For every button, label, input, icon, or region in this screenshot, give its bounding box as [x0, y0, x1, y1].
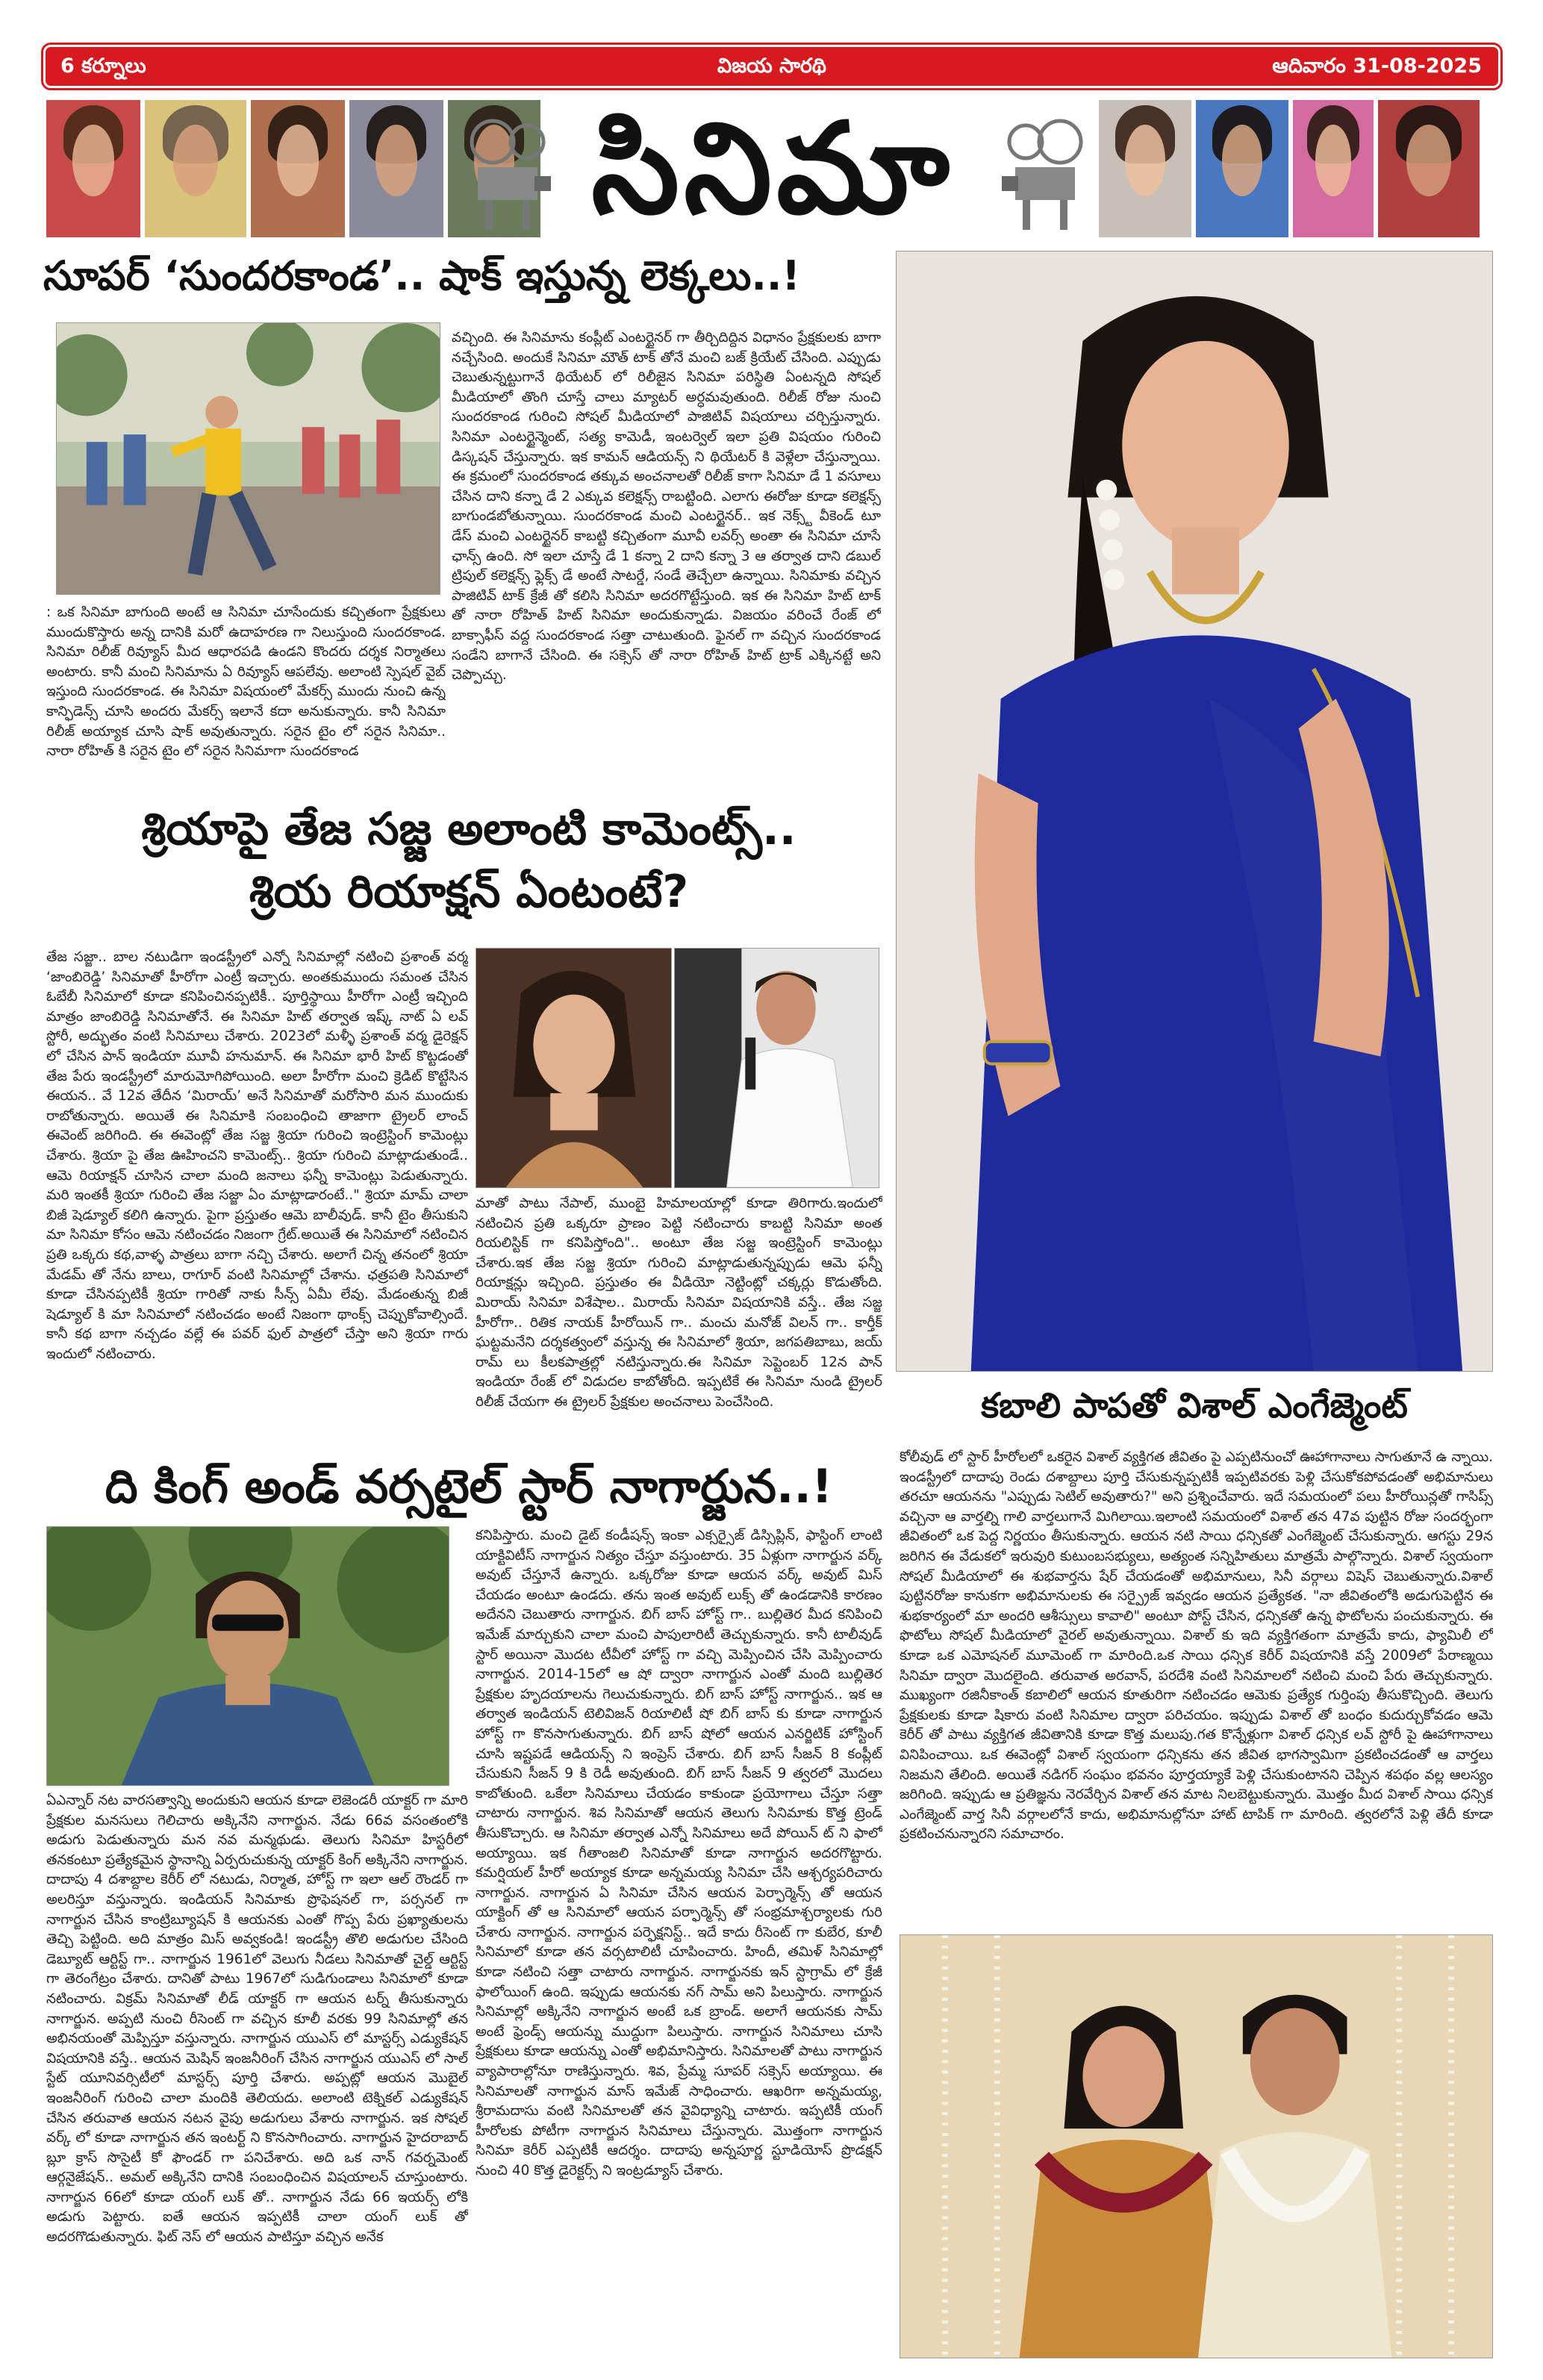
masthead-actor-photo — [348, 99, 445, 239]
article-body-text: కనిపిస్తారు. మంచి డైట్ కండీషన్స్ ఇంకా ఎక్సర్సైజ్ డిస్సిప్లిన్, ఫాస్టింగ్ లాంటి యాక్టివిటీస్ నాగార్జున నిత్యం చేస్తూ వస్తుంటారు. 35 ఏళ్లుగా నాగార్జున వర్క్ అవుట్ చేస్తూనే ఉన్నారు. ఒక్కరోజు కూడా ఆయన వర్క్ అవుట్ మిస్ చేయడం అంటూ ఉండదు. తను ఇంత అవుట్ లుక్స్ తో ఉండడానికి కారణం అదేనని చెబుతారు నాగార్జున. బిగ్ బాస్ హోస్ట్ గా.. బుల్లితెర మీద కనిపించి ఇమేజ్ మార్చుకుని చాలా మంచి పాపులారిటీ తెచ్చుకున్నారు. కానీ టాలీవుడ్ స్టార్ అయినా మొదట టీవీలో హోస్ట్ గా వచ్చి మెప్పించిన చేసి మెప్పించారు నాగార్జున. 2014-15లో ఆ షో ద్వారా నాగార్జున ఎంతో మంది బుల్లితెర ప్రేక్షకుల హృదయాలను గెలుచుకున్నారు. బిగ్ బాస్ హోస్ట్ నాగార్జున.. ఇక ఆ తర్వాత ఇండియన్ టెలివిజన్ రియాలిటీ షో బిగ్ బాస్ కు కూడా నాగార్జున హోస్ట్ గా కొనసాగుతున్నారు. బిగ్ బాస్ షోలో ఆయన ఎనర్జిటిక్ హోస్టింగ్ చూసి ఇష్టపడే ఆడియన్స్ ని ఇంప్రెస్ చేశారు. బిగ్ బాస్ సీజన్ 8 కంప్లీట్ చేసుకుని సీజన్ 9 కి రెడీ అవుతుంది. బిగ్ బాస్ సీజన్ 9 త్వరలో మొదలు కాబోతుంది. ఒకేలా సినిమాలు చేయడం కాకుండా ప్రయోగాలు చేస్తూ సత్తా చాటారు నాగార్జున. శివ సినిమాతో ఆయన తెలుగు సినిమాకు కొత్త ట్రెండ్ తీసుకొచ్చారు. ఆ సినిమా తర్వాత ఎన్నో సినిమాలు అదే పోయిన్ ట్ ని ఫాలో అయ్యాయి. ఇక గీతాంజలి సినిమాతో కూడా నాగార్జున అదరగొట్టారు. కమర్షియల్ హీరో అయ్యాక కూడా అన్నమయ్య సినిమా చేసి ఆశ్చర్యపరిచారు నాగార్జున. నాగార్జున ఏ సినిమా చేసిన ఆయన పెర్ఫార్మెన్స్ తో ఆయన యాక్టింగ్ తో ఆ సినిమాలో ఆయన పర్ఫార్మెన్స్ తో సంభ్రమాశ్చర్యాలకు గురి చేశారు నాగార్జున. నాగార్జున పర్ఫెక్షనిస్ట్.. ఇదే కాదు రీసెంట్ గా కుబేర, కూలీ సినిమాలో కూడా తన వర్సటాలిటీ చూపించారు. హిందీ, తమిళ్ సినిమాల్లో కూడా నటించి సత్తా చాటారు నాగార్జున. నాగార్జునకు ఇన్ స్టాగ్రామ్ లో క్రేజీ ఫాలోయింగ్ ఉంది. ఇప్పుడు ఆయనకు నగ్ సామ్ అని పిలుస్తారు. నాగార్జున సినిమాల్లో అక్కినేని నాగార్జున అంటే ఒక బ్రాండ్. అలాగే ఆయనకు సామ్ అంటే ఫ్రెండ్స్ ఆయన్ను ముద్దుగా పిలుస్తారు. నాగార్జున సినిమాలు చూసి ప్రేక్షకులు కూడా ఆయన్ను ఎంతో అభిమానిస్తారు. సినిమాలతో పాటు నాగార్జున వ్యాపారాల్లోనూ రాణిస్తున్నారు. శివ, ప్రేమ్మ సూపర్ సక్సెస్ అయ్యాయి. ఈ సినిమాలతో నాగార్జున మాస్ ఇమేజ్ సాధించారు. ఆఖరిగా అన్నమయ్య, శ్రీరామదాసు వంటి సినిమాలతో తన వైవిధ్యాన్ని చాటారు. ఇప్పటికీ యంగ్ హీరోలకు పోటీగా నాగార్జున సినిమాలు చేస్తున్నారు. మొత్తంగా నాగార్జున సినిమా కెరీర్ ఎప్పటికీ ఆదర్శం. దాదాపు అన్నపూర్ణ స్టూడియోస్ ప్రొడక్షన్ నుంచి 40 కొత్త డైరెక్టర్స్ ని ఇంట్రడ్యూస్ చేశారు. — [476, 1528, 882, 2178]
film-projector-icon — [1000, 112, 1090, 231]
article-body-text: కోలీవుడ్ లో స్టార్ హీరోలలో ఒకరైన విశాల్ వ్యక్తిగత జీవితం పై ఎప్పటినుంచో ఊహాగానాలు సాగుతూనే ఉ న్నాయి. ఇండస్ట్రీలో దాదాపు రెండు దశాబ్దాలు పూర్తి చేసుకున్నప్పటికీ ఇప్పటివరకు పెళ్లి చేసుకోకపోవడంతో అభిమానులు తరచూ ఆయనను "ఎప్పుడు సెటిల్ అవుతారు?" అని ప్రశ్నించేవారు. ఇదే సమయంలో పలు హీరోయిన్లతో గాసిప్స్ వచ్చినా ఆ వార్తల్ని గాలి వార్తలుగానే మిగిలాయి.ఇలాంటి సమయంలో విశాల్ తన 47వ పుట్టిన రోజు సందర్భంగా జీవితంలో ఒక పెద్ద నిర్ణయం తీసుకున్నారు. ఆయన నటి సాయి ధన్సికతో ఎంగేజ్మెంట్ చేసుకున్నారు. ఆగస్టు 29న జరిగిన ఈ వేడుకలో ఇరువురి కుటుంబసభ్యులు, అత్యంత సన్నిహితులు మాత్రమే పాల్గొన్నారు. విశాల్ స్వయంగా సోషల్ మీడియాలో ఈ శుభవార్తను షేర్ చేయడంతో అభిమానులు, సినీ వర్గాలు విషెస్ చెబుతున్నారు.విశాల్ పుట్టినరోజు కానుకగా అభిమానులకు ఈ సర్ప్రైజ్ ఇవ్వడం ఆయన ప్రత్యేకత. "నా జీవితంలోకి అడుగుపెట్టిన ఈ శుభకార్యంలో మా అందరి ఆశీస్సులు కావాలి" అంటూ పోస్ట్ చేసిన, ధన్సికతో ఉన్న ఫొటోలను పంచుకున్నారు. ఈ ఫొటోలు సోషల్ మీడియాలో వైరల్ అవుతున్నాయి. విశాల్ కు ఇది వ్యక్తిగతంగా మాత్రమే కాదు, ఫ్యామిలీ లో కూడా ఒక ఎమోషనల్ మూమెంట్ గా మారింది.ఒక సాయి ధన్సిక కెరీర్ విషయానికి వస్తే 2009లో పేరాణ్మయి సినిమా ద్వారా మొదలైంది. తరువాత అరవాన్, పరదేశి వంటి సినిమాలలో నటించి మంచి పేరు తెచ్చుకున్నారు. ముఖ్యంగా రజినీకాంత్ కబాలిలో ఆయన కూతురిగా నటించడం ఆమెకు ప్రత్యేక గుర్తింపు తీసుకొచ్చింది. తెలుగు ప్రేక్షకులకు కూడా షికారు వంటి సినిమాల ద్వారా పరిచయం. ఇప్పుడు విశాల్ తో బంధం కుదుర్చుకోవడం ఆమె కెరీర్ తో పాటు వ్యక్తిగత జీవితానికి కూడా కొత్త మలుపు.గత కొన్నేళ్లుగా విశాల్ ధన్సిక లవ్ స్టోరీ పై ఊహాగానాలు వినిపించాయి. ఒక ఈవెంట్లో విశాల్ స్వయంగా ధన్సికను తన జీవిత భాగస్వామిగా ప్రకటించడంతో ఆ వార్తలు నిజమని తేలింది. అయితే నడిగర్ సంఘం భవనం పూర్తయ్యాకే పెళ్లి చేసుకుంటానని చెప్పిన శపథం వల్ల ఆలస్యం జరిగింది. ఇప్పుడు ఆ ప్రతిజ్ఞను నెరవేర్చిన విశాల్ తన మాట నిలబెట్టుకున్నారు. మొత్తం మీద విశాల్ సాయి ధన్సిక ఎంగేజ్మెంట్ వార్త సినీ వర్గాలలోనే కాదు, అభిమానుల్లోనూ హాట్ టాపిక్ గా మారింది. త్వరలోనే పెళ్లి తేదీ కూడా ప్రకటించనున్నారని సమాచారం. — [900, 1449, 1493, 1843]
masthead-actor-photo — [1291, 99, 1375, 239]
newspaper-name: విజయ సారథి — [717, 54, 826, 78]
sundarakanda-movie-still — [56, 322, 440, 595]
article-body-text: తేజ సజ్జా.. బాల నటుడిగా ఇండస్ట్రీలో ఎన్నో సినిమాల్లో నటించి ప్రశాంత్ వర్మ ‘జాంబిరెడ్డి’ సినిమాతో హీరోగా ఎంట్రీ ఇచ్చారు. అంతకుముందు సమంత చేసిన ఓబేబీ సినిమాలో కూడా కనిపించినప్పటికీ.. పూర్తిస్థాయి హీరోగా ఎంట్రీ ఇచ్చింది మాత్రం జాంబిరెడ్డి సినిమాతోనే. ఈ సినిమా హిట్ తర్వాత ఇష్క్ నాట్ ఏ లవ్ స్టోరీ, అద్భుతం వంటి సినిమాలు చేశారు. 2023లో మళ్ళీ ప్రశాంత్ వర్మ డైరెక్షన్ లో చేసిన పాన్ ఇండియా మూవీ హనుమాన్. ఈ సినిమా భారీ హిట్ కొట్టడంతో తేజ పేరు ఇండస్ట్రీలో మారుమోగిపోయింది. అలా హీరోగా మంచి క్రెడిట్ కొట్టేసిన ఈయన.. వే 12వ తేదీన ‘మిరాయ్’ అనే సినిమాతో మరోసారి మన ముందుకు రాబోతున్నారు. అయితే ఈ సినిమాకి సంబంధించి తాజాగా ట్రైలర్ లాంచ్ ఈవెంట్ జరిగింది. ఈ ఈవెంట్లో తేజ సజ్జ శ్రియా గురించి ఇంట్రెస్టింగ్ కామెంట్లు చేశారు. శ్రియా పై తేజ ఊహించని కామెంట్స్.. శ్రియా గురించి మాట్లాడుతుండే.. ఆమె రియాక్షన్ చూసిన చాలా మంది జనాలు ఫన్నీ కామెంట్లు పెడుతున్నారు. మరి ఇంతకీ శ్రియా గురించి తేజ సజ్జా ఏం మాట్లాడారంటే.." శ్రియా మామ్ చాలా బిజీ షెడ్యూల్ కలిగి ఉన్నారు. పైగా ప్రస్తుతం ఆమె బాలీవుడ్. కానీ టైం తీసుకుని మా సినిమా కోసం ఆమె నటించడం నిజంగా గ్రేట్.అయితే ఈ సినిమాలో నటించిన ప్రతి ఒక్కరు కథ,వాళ్ళ పాత్రలు బాగా నచ్చి చేశారు. అలాగే చిన్న తనంలో శ్రియా మేడమ్ తో నేను బాలు, రాగూర్ వంటి సినిమాల్లో చేశాను. ఛత్రపతి సినిమాలో కూడా చేసినప్పటికీ శ్రియా గారితో నాకు సీన్స్ ఏమీ లేవు. మేడంతున్న బిజీ షెడ్యూల్ కి మా సినిమాలో నటించడం అంటే నిజంగా థాంక్స్ చెప్పుకోవాల్సిందే. కానీ కథ బాగా నచ్చడం వల్లే ఈ పవర్ ఫుల్ పాత్రలో చేస్తా అని శ్రియా గారు ఇందులో నటించారు. — [46, 949, 468, 1362]
masthead-actor-photo — [45, 99, 142, 239]
masthead-actor-photo — [249, 99, 346, 239]
vishal-engagement-photo — [900, 1934, 1493, 2358]
article-headline: సూపర్ ‘సుందరకాండ’.. షాక్ ఇస్తున్న లెక్కలు..! — [43, 252, 801, 299]
article-headline: శ్రియాపై తేజ సజ్జ అలాంటి కామెంట్స్.. — [141, 803, 797, 855]
teja-sajja-photo — [674, 948, 879, 1188]
masthead-actor-photo — [1194, 99, 1290, 239]
article-body-text: ఏఎన్నార్ నట వారసత్వాన్ని అందుకుని ఆయన కూడా లెజెండరీ యాక్టర్ గా మారి ప్రేక్షకుల మనసులు గెలిచారు అక్కినేని నాగార్జున. నేడు 66వ వసంతంలోకి అడుగు పెడుతున్నారు మన నవ మన్మథుడు. తెలుగు సినిమా హిస్టరీలో తనకంటూ ప్రత్యేకమైన స్థానాన్ని ఏర్పరుచుకున్న యాక్టర్ కింగ్ అక్కినేని నాగార్జున. దాదాపు 4 దశాబ్దాల కెరీర్ లో నటుడు, నిర్మాత, హోస్ట్ గా ఇలా ఆల్ రౌండర్ గా అలరిస్తూ వస్తున్నారు. ఇండియన్ సినిమాకు ప్రొఫెషనల్ గా, పర్సనల్ గా నాగార్జున చేసిన కాంట్రిబ్యూషన్ కి ఆయనకు ఎంతో గొప్ప పేరు ప్రఖ్యాతులను తెచ్చి పెట్టింది. అది మాత్రం మిస్ అవ్వకండి! ఇండస్ట్రీ తొలి అడుగుల చేసింది డెబ్యూట్ ఆర్టిస్ట్ గా.. నాగార్జున 1961లో వెలుగు నీడలు సినిమాతో చైల్డ్ ఆర్టిస్ట్ గా తెరంగేట్రం చేశారు. దానితో పాటు 1967లో సుడిగుండాలు సినిమాలో కూడా నటించారు. విక్రమ్ సినిమాతో లీడ్ యాక్టర్ గా ఆయన టర్న్ తీసుకున్నారు నాగార్జున. అప్పటి నుంచి రీసెంట్ గా వచ్చిన కూలీ వరకు 99 సినిమాల్లో తన అభినయంతో మెప్పిస్తూ వస్తున్నారు. నాగార్జున యుఎస్ లో మాస్టర్స్ ఎడ్యుకేషన్ విషయానికి వస్తే.. ఆయన మెషిన్ ఇంజనీరింగ్ చేసిన నాగార్జున యుఎస్ లో సాల్ స్టేట్ యూనివర్సిటీలో మాస్టర్స్ పూర్తి చేశారు. అప్పట్లో ఆయన మొబైల్ ఇంజనీరింగ్ గురించి చాలా మందికి తెలియదు. అలాంటి టెక్నికల్ ఎడ్యుకేషన్ చేసిన తరువాత ఆయన నటన వైపు అడుగులు వేశారు నాగార్జున. ఇక సోషల్ వర్క్ లో కూడా నాగార్జున తన ఇంటర్ట్ ని కొనసాగించారు. నాగార్జున హైదరాబాద్ బ్లూ క్రాస్ సొసైటీ కో ఫౌండర్ గా పనిచేశారు. అది ఒక నాన్ గవర్నమెంట్ ఆర్గనైజేషన్.. అమల్ అక్కినేని దానికి సంబంధించిన విషయాలన్ చూస్తుంటారు. నాగార్జున 66లో కూడా యంగ్ లుక్ తో.. నాగార్జున నేడు 66 ఇయర్స్ లోకి అడుగు పెట్టారు. ఐతే ఆయన ఇప్పటికీ చాలా యంగ్ లుక్ తో అదరగొడుతున్నారు. ఫిట్ నెస్ లో ఆయన పాటిస్తూ వచ్చిన అనేక — [46, 1793, 468, 2246]
sai-dhanshika-saree-photo — [896, 251, 1493, 1372]
masthead-actor-photo — [1377, 99, 1481, 239]
article-headline: శ్రియ రియాక్షన్ ఏంటంటే? — [249, 866, 689, 918]
newspaper-header-bar — [43, 45, 1500, 88]
shriya-photo — [476, 948, 672, 1188]
nagarjuna-photo — [46, 1526, 449, 1786]
masthead-actor-photo — [143, 99, 248, 239]
article-headline: ది కింగ్ అండ్ వర్సటైల్ స్టార్ నాగార్జున..! — [105, 1459, 833, 1514]
masthead-actor-photo — [1097, 99, 1193, 239]
article-body-text: మాతో పాటు నేపాల్, ముంబై హిమాలయాల్లో కూడా తిరిగారు.ఇందులో నటించిన ప్రతి ఒక్కరూ ప్రాణం పెట్టి నటించారు కాబట్టి సినిమా అంత రియలిస్టిక్ గా కనిపిస్తోంది".. అంటూ తేజ సజ్జ ఇంట్రెస్టింగ్ కామెంట్లు చేశారు.ఇక తేజ సజ్జ శ్రియా గురించి మాట్లాడుతున్నప్పుడు ఆమె ఫన్నీ రియాక్షన్లు ఇచ్చింది. ప్రస్తుతం ఈ వీడియో నెట్టింట్లో చక్కర్లు కొడుతోంది. మిరాయ్ సినిమా విశేషాల.. మిరాయ్ సినిమా విషయానికి వస్తే.. తేజ సజ్జ హీరోగా.. రితిక నాయక్ హీరోయిన్ గా.. మంచు మనోజ్ విలన్ గా.. కార్తీక్ ఘట్టమనేని దర్శకత్వంలో వస్తున్న ఈ సినిమాలో శ్రియా, జగపతిబాబు, జయ్ రామ్ లు కీలకపాత్రల్లో నటిస్తున్నారు.ఈ సినిమా సెప్టెంబర్ 12న పాన్ ఇండియా రేంజ్ లో విడుదల కాబోతోంది. ఇప్పటికే ఈ సినిమా నుండి ట్రైలర్ రిలీజ్ చేయగా ఈ ట్రైలర్ ప్రేక్షకుల అంచనాలు పెంచేసింది. — [476, 1196, 882, 1410]
article-body-text: : ఒక సినిమా బాగుంది అంటే ఆ సినిమా చూసేందుకు కచ్చితంగా ప్రేక్షకులు ముందుకొస్తారు అన్న దానికి మరో ఉదాహరణ గా నిలుస్తుంది సుందరకాండ. సినిమా రిలీజ్ రివ్యూస్ మీద ఆధారపడి ఉండని కొందరు దర్శక నిర్మాతలు అంటారు. కానీ మంచి సినిమాను ఏ రివ్యూస్ ఆపలేవు. అలాంటి స్పెషల్ వైబ్ ఇస్తుంది సుందరకాండ. ఈ సినిమా విషయంలో మేకర్స్ ముందు నుంచి ఉన్న కాన్ఫిడెన్స్ చూసి అందరు మేకర్స్ ఇలానే కదా అనుకున్నారు. కానీ సినిమా రిలీజ్ అయ్యాక చూసి షాక్ అవుతున్నారు. సరైన టైం లో సరైన సినిమా.. నారా రోహిత్ కి సరైన టైం లో సరైన సినిమాగా సుందరకాండ — [46, 605, 446, 760]
film-projector-icon — [463, 112, 552, 231]
article-body-text: వచ్చింది. ఈ సినిమాను కంప్లీట్ ఎంటర్టైనర్ గా తీర్చిదిద్దిన విధానం ప్రేక్షకులకు బాగా నచ్చేసింది. అందుకే సినిమా మౌత్ టాక్ తోనే మంచి బజ్ క్రియేట్ చేసింది. ఎప్పుడు చెబుతున్నట్టుగానే థియేటర్ లో రిలీజైన సినిమా పరిస్థితి ఏంటన్నది సోషల్ మీడియాలో తొంగి చూస్తే చాలు మ్యాటర్ అర్ధమవుతుంది. రిలీజ్ రోజు నుంచి సుందరకాండ గురించి సోషల్ మీడియాలో పాజిటివ్ విషయాలు చర్చిస్తున్నారు. సినిమా ఎంటర్టైన్మెంట్, సత్య కామెడీ, ఇంటర్వెల్ ఇలా ప్రతి విషయం గురించి డిస్కషన్ చేస్తున్నారు. ఇక కామన్ ఆడియన్స్ ని థియేటర్ కి వెళ్లేలా చేస్తున్నాయి. ఈ క్రమంలో సుందరకాండ తక్కువ అంచనాలతో రిలీజ్ కాగా సినిమా డే 1 వసూలు చేసిన దాని కన్నా డే 2 ఎక్కువ కలెక్షన్స్ రాబట్టింది. ఎలాగు ఈరోజు కూడా కలెక్షన్స్ బాగుండబోతున్నాయి. సుందరకాండ మంచి ఎంటర్టైనర్.. ఇక నెక్స్ట్ వీకెండ్ టూ డేస్ మంచి ఎంటర్టైనర్ కాబట్టి కచ్చితంగా మూవీ లవర్స్ అంతా ఈ సినిమా చూసే ఛాన్స్ ఉంది. సో ఇలా చూస్తే డే 1 కన్నా 2 దాని కన్నా 3 ఆ తర్వాత దాని డబుల్ ట్రిపుల్ కలెక్షన్స్ ఫ్లెక్స్ డే అంటే సాటర్డే, సండే తెచ్చేలా ఉన్నాయి. సినిమాకు వచ్చిన పాజిటివ్ టాక్ క్రేజీ తో కలిసి సినిమా అదరగొట్టేస్తుంది. ఇక ఈ సినిమా హిట్ టాక్ తో నారా రోహిత్ హిట్ సినిమా అందుకున్నాడు. విజయం వరించే రేంజ్ లో బాక్సాఫీస్ వద్ద సుందరకాండ సత్తా చాటుతుంది. ఫైనల్ గా వచ్చిన సుందరకాండ సండేని బాగానే చేసింది. ఈ సక్సెస్ తో నారా రోహిత్ హిట్ ట్రాక్ ఎక్కినట్టే అని చెప్పొచ్చు. — [452, 330, 881, 684]
issue-date: ఆదివారం 31-08-2025 — [1272, 54, 1482, 78]
page-label: 6 కర్నూలు — [60, 54, 146, 78]
section-title: సినిమా — [591, 94, 954, 242]
article-headline: కబాలి పాపతో విశాల్ ఎంగేజ్మెంట్ — [981, 1385, 1408, 1425]
